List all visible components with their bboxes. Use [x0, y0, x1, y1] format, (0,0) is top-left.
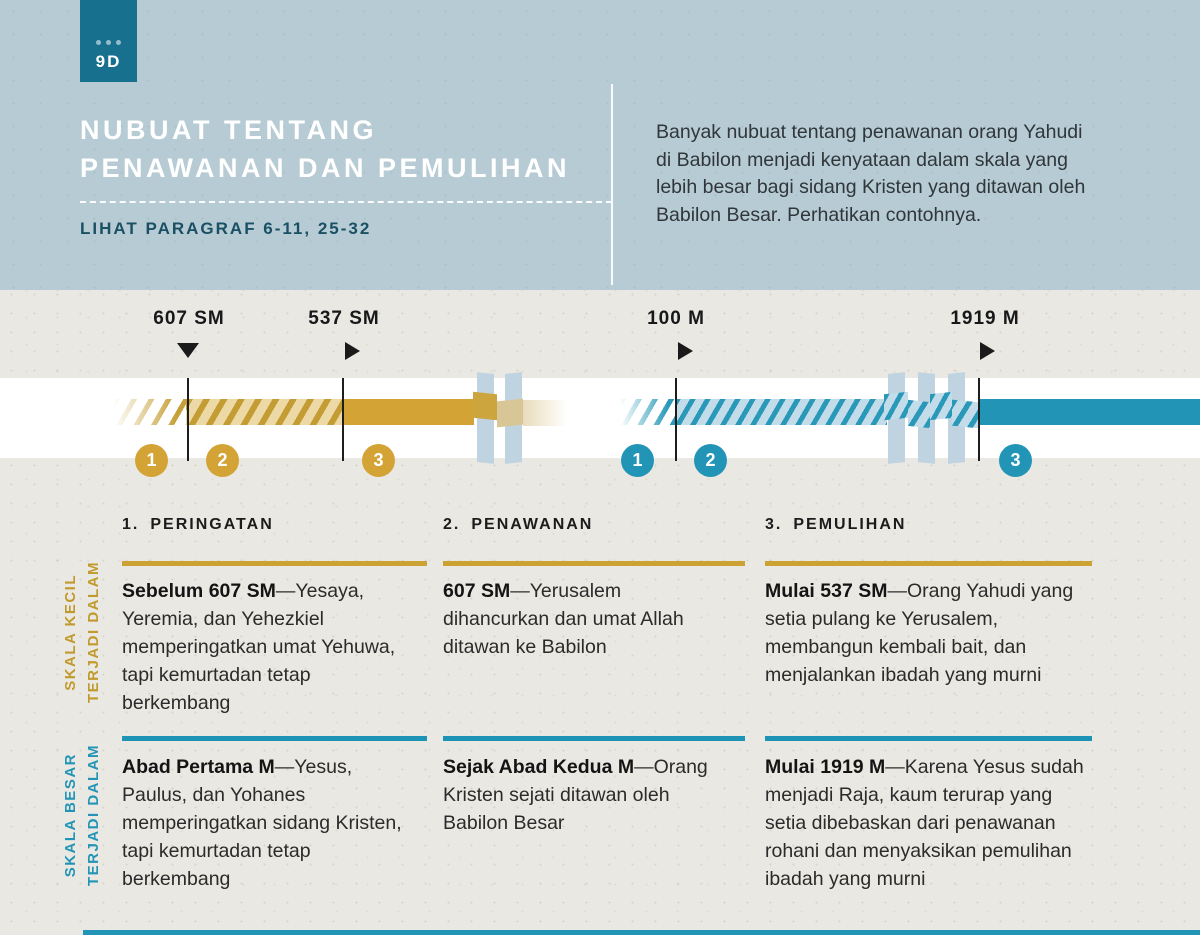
- column1-large-scale-text: Abad Pertama M—Yesus, Paulus, dan Yohanes memperingatkan sidang Kristen, tapi kemurtadan tetap berkembang: [122, 756, 402, 890]
- blue-fadein-band: [620, 399, 675, 425]
- gold-fadein-band: [114, 399, 186, 425]
- column2-gold-rule: [443, 561, 745, 566]
- arrow-right-icon: [345, 342, 360, 360]
- gold-fold-band: [497, 399, 523, 428]
- header: [0, 0, 1200, 290]
- tick-100: [675, 378, 677, 461]
- ellipsis-icon: [96, 40, 121, 45]
- blue-badge-2: 2: [694, 444, 727, 477]
- blue-badge-1: 1: [621, 444, 654, 477]
- column3-gold-rule: [765, 561, 1092, 566]
- column2-small-scale-text: 607 SM—Yerusalem dihancurkan dan umat Allah ditawan ke Babilon: [443, 580, 684, 658]
- dashed-divider: [80, 201, 612, 203]
- column2-header: 2. PENAWANAN: [443, 516, 594, 533]
- blue-fold-band: [908, 400, 930, 428]
- column3-blue-rule: [765, 736, 1092, 741]
- timeline-label-1919: 1919 M: [950, 308, 1020, 329]
- blue-fold-band: [930, 392, 952, 420]
- column1-header: 1. PERINGATAN: [122, 516, 274, 533]
- column2-blue-rule: [443, 736, 745, 741]
- column1-blue-rule: [122, 736, 427, 741]
- gold-fade-tail: [523, 400, 567, 426]
- row-label-line: TERJADI DALAM: [85, 744, 102, 886]
- arrow-right-icon: [678, 342, 693, 360]
- intro-description: Banyak nubuat tentang penawanan orang Yahudi di Babilon menjadi kenyataan dalam skala yang lebih besar bagi sidang Kristen yang ditawan oleh Babilon Besar. Perhatikan contohnya.: [656, 121, 1086, 226]
- blue-hatched-band: [675, 399, 887, 425]
- row-label-line: SKALA BESAR: [62, 752, 79, 878]
- blue-fold-band: [884, 392, 908, 421]
- row-label-large-scale: [62, 735, 102, 895]
- page-title: [80, 111, 570, 187]
- gold-solid-band: [342, 399, 474, 425]
- gold-badge-3: 3: [362, 444, 395, 477]
- bottom-accent-bar: [83, 930, 1200, 935]
- column2-large-scale-text: Sejak Abad Kedua M—Orang Kristen sejati ditawan oleh Babilon Besar: [443, 756, 708, 834]
- chapter-badge: [80, 0, 137, 82]
- page-title-line1: NUBUAT TENTANG: [80, 115, 377, 145]
- gold-fold-band: [473, 392, 497, 421]
- gold-badge-2: 2: [206, 444, 239, 477]
- blue-badge-3: 3: [999, 444, 1032, 477]
- header-vertical-divider: [611, 84, 613, 285]
- tick-607: [187, 378, 189, 461]
- arrow-right-icon: [980, 342, 995, 360]
- page-title-line2: PENAWANAN DAN PEMULIHAN: [80, 153, 571, 183]
- paragraph-reference: LIHAT PARAGRAF 6-11, 25-32: [80, 219, 372, 238]
- tick-537: [342, 378, 344, 461]
- arrow-down-icon: [177, 343, 199, 358]
- timeline-label-537: 537 SM: [308, 308, 380, 329]
- blue-solid-band: [978, 399, 1200, 425]
- column1-gold-rule: [122, 561, 427, 566]
- gold-badge-1: 1: [135, 444, 168, 477]
- column3-small-scale-text: Mulai 537 SM—Orang Yahudi yang setia pulang ke Yerusalem, membangun kembali bait, dan menjalankan ibadah yang murni: [765, 580, 1074, 686]
- row-label-small-scale: [62, 552, 102, 712]
- tick-1919: [978, 378, 980, 461]
- timeline-label-100: 100 M: [647, 308, 705, 329]
- timeline-label-607: 607 SM: [153, 308, 225, 329]
- column3-header: 3. PEMULIHAN: [765, 516, 907, 533]
- blue-fold-band: [952, 400, 979, 429]
- gold-hatched-band: [186, 399, 342, 425]
- row-label-line: SKALA KECIL: [62, 573, 79, 691]
- column3-large-scale-text: Mulai 1919 M—Karena Yesus sudah menjadi Raja, kaum terurap yang setia dibebaskan dari penawanan rohani dan menyaksikan pemulihan ibadah yang murni: [765, 756, 1084, 890]
- row-label-line: TERJADI DALAM: [85, 561, 102, 703]
- chapter-badge-label: 9D: [95, 52, 122, 71]
- column1-small-scale-text: Sebelum 607 SM—Yesaya, Yeremia, dan Yehezkiel memperingatkan umat Yehuwa, tapi kemurtadan tetap berkembang: [122, 580, 396, 714]
